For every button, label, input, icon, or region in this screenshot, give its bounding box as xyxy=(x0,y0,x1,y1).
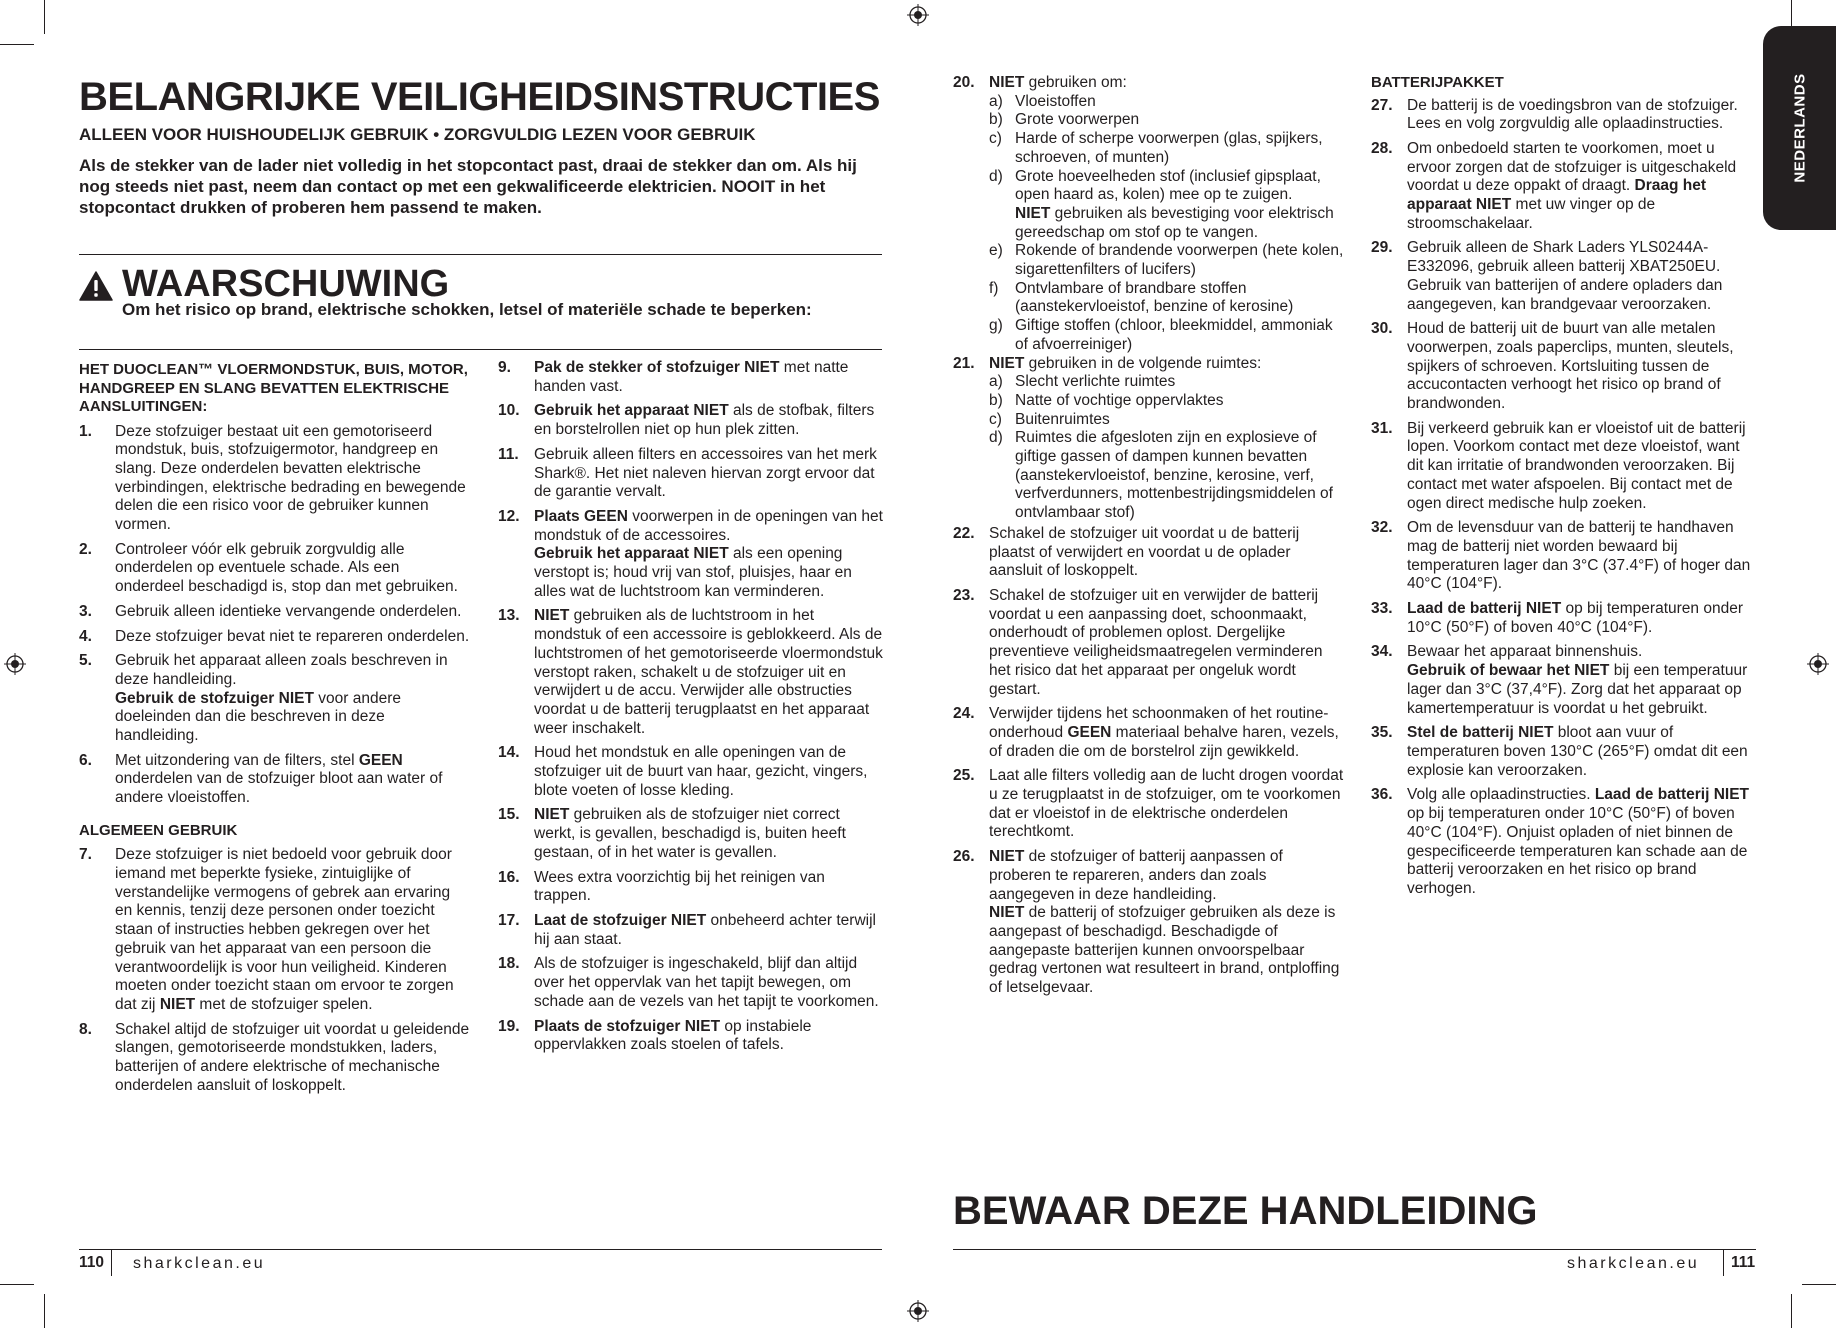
sub-item: c) Buitenruimtes xyxy=(989,410,1110,428)
sub-item: c) Harde of scherpe voorwerpen (glas, spijkers, schroeven, of munten) xyxy=(989,130,1323,166)
crop-mark xyxy=(1802,1284,1836,1285)
list-item: 29. Gebruik alleen de Shark Laders YLS0244A-E332096, gebruik alleen batterij XBAT250EU. Gebruik van batterijen of andere opladers dan aangegeven, kan brandgevaar veroorzaken. xyxy=(1371,239,1723,313)
sub-item: a) Slecht verlichte ruimtes xyxy=(989,373,1176,391)
list-item: 1. Deze stofzuiger bestaat uit een gemotoriseerd mondstuk, buis, stofzuigermotor, handgreep en slang. Deze onderdelen bevatten elektrische verbindingen, elektrische bedrading en bewegende delen die een risico voor de gebruiker kunnen vormen. xyxy=(79,422,466,534)
section-heading: ALGEMEEN GEBRUIK xyxy=(79,821,238,839)
list-item: 34. Bewaar het apparaat binnenshuis. Gebruik of bewaar het NIET bij een temperatuur lager dan 3°C (37,4°F). Zorg dat het apparaat op kamertemperatuur is voordat u het gebruikt. xyxy=(1371,643,1748,717)
list-item: 25. Laat alle filters volledig aan de lucht drogen voordat u ze terugplaatst in de stofzuiger, om te voorkomen dat er vloeistof in de elektrische onderdelen terechtkomt. xyxy=(953,767,1344,841)
list-item: 19. Plaats de stofzuiger NIET op instabiele oppervlakken zoals stoelen of tafels. xyxy=(498,1017,812,1054)
list-item: 36. Volg alle oplaadinstructies. Laad de batterij NIET op bij temperaturen onder 10°C (50°F) of boven 40°C (104°F). Onjuist opladen of niet binnen de gespecificeerde temperaturen kan schade aan de batterij veroorzaken en het risico op brand verhogen. xyxy=(1371,786,1750,897)
warning-triangle-icon xyxy=(79,271,113,301)
warning-title: WAARSCHUWING xyxy=(122,263,450,305)
footer-rule xyxy=(79,1249,882,1250)
list-item: 12. Plaats GEEN voorwerpen in de openingen van het mondstuk of de accessoires. Gebruik het apparaat NIET als een opening verstopt is; houd vrij van stof, pluisjes, haar en alles wat de luchtstroom kan verminderen. xyxy=(498,507,883,600)
registration-mark-icon xyxy=(907,1300,929,1322)
page-number-right: 111 xyxy=(1731,1254,1756,1271)
divider xyxy=(79,254,882,255)
registration-mark-icon xyxy=(4,653,26,675)
list-item: 28. Om onbedoeld starten te voorkomen, moet u ervoor zorgen dat de stofzuiger is uitgeschakeld voordat u deze oppakt of draagt. Draag het apparaat NIET met uw vinger op de stroomschakelaar. xyxy=(1371,139,1737,232)
list-item: 32. Om de levensduur van de batterij te handhaven mag de batterij niet worden bewaard bij temperaturen lager dan 3°C (37.4°F) of hoger dan 40°C (104°F). xyxy=(1371,519,1751,593)
sub-item: a) Vloeistoffen xyxy=(989,92,1096,110)
sub-item: e) Rokende of brandende voorwerpen (hete kolen, sigarettenfilters of lucifers) xyxy=(989,242,1344,279)
column-2 xyxy=(498,355,884,1055)
list-item: 27. De batterij is de voedingsbron van de stofzuiger. Lees en volg zorgvuldig alle oplaadinstructies. xyxy=(1371,96,1738,133)
warning-text: Om het risico op brand, elektrische schokken, letsel of materiële schade te beperken: xyxy=(122,300,812,319)
column-1 xyxy=(79,361,471,1096)
list-item: 17. Laat de stofzuiger NIET onbeheerd achter terwijl hij aan staat. xyxy=(498,911,876,948)
folio-separator xyxy=(1723,1250,1724,1276)
page-subtitle: ALLEEN VOOR HUISHOUDELIJK GEBRUIK • ZORGVULDIG LEZEN VOOR GEBRUIK xyxy=(79,125,756,144)
section-heading: HET DUOCLEAN™ VLOERMONDSTUK, BUIS, MOTOR, HANDGREEP EN SLANG BEVATTEN ELEKTRISCHE AANSLUITINGEN: xyxy=(79,361,468,415)
list-item: 23. Schakel de stofzuiger uit en verwijder de batterij voordat u een aanpassing doet, schoonmaakt, onderhoudt of problemen oplost. Dergelijke preventieve veiligheidsmaatregelen verminderen het risico dat het apparaat per ongeluk wordt gestart. xyxy=(953,586,1323,698)
list-item: 31. Bij verkeerd gebruik kan er vloeistof uit de batterij lopen. Voorkom contact met deze vloeistof, want dit kan irritatie of brandwonden veroorzaken. Bij contact met water afspoelen. Bij contact met de ogen direct medische hulp zoeken. xyxy=(1371,419,1746,512)
list-item: 35. Stel de batterij NIET bloot aan vuur of temperaturen boven 130°C (265°F) omdat dit een explosie kan veroorzaken. xyxy=(1371,724,1748,779)
crop-mark xyxy=(0,44,34,45)
list-item: 33. Laad de batterij NIET op bij temperaturen onder 10°C (50°F) of boven 40°C (104°F). xyxy=(1371,600,1743,636)
crop-mark xyxy=(44,1294,45,1328)
page-title: BELANGRIJKE VEILIGHEIDSINSTRUCTIES xyxy=(79,75,880,119)
footer-site-right: sharkclean.eu xyxy=(1567,1255,1700,1272)
list-item: 8. Schakel altijd de stofzuiger uit voordat u geleidende slangen, gemotoriseerde mondstukken, laders, batterijen of andere elektrische of mechanische onderdelen aansluit of loskoppelt. xyxy=(79,1020,470,1094)
list-item: 4. Deze stofzuiger bevat niet te repareren onderdelen. xyxy=(79,627,470,645)
list-item: 13. NIET gebruiken als de luchtstroom in het mondstuk of een accessoire is geblokkeerd. Als de luchtstromen of het gemotoriseerde vloermondstuk verstopt raken, schakelt u de stofzuiger uit en verwijdert u de accu. Verwijder alle obstructies voordat u de batterij terugplaatst en het apparaat weer inschakelt. xyxy=(498,607,883,737)
list-item: 20. NIET gebruiken om: a) Vloeistoffen b) Grote voorwerpen c) Harde of scherpe voorwerpen (glas, spijkers, schroeven, of munten) d) Grote hoeveelheden stof (inclusief gipsplaat, open haard as, kolen) mee op te zuigen. NIET gebruiken als bevestiging voor elektrisch gereedschap om stof op te vangen. e) Rokende of brandende voorwerpen (hete kolen, sigarettenfilters of lucifers) f) Ontvlambare of brandbare stoffen (aanstekervloeistof, benzine of kerosine) g) Giftige stoffen (chloor, bleekmiddel, ammoniak of afvoerreiniger) xyxy=(953,74,1344,353)
column-3 xyxy=(953,74,1345,998)
language-tab xyxy=(1763,26,1836,230)
sub-item: b) Natte of vochtige oppervlaktes xyxy=(989,391,1224,409)
list-item: 7. Deze stofzuiger is niet bedoeld voor gebruik door iemand met beperkte fysieke, zintuiglijke of verstandelijke vermogens of gebrek aan ervaring en kennis, tenzij deze personen onder toezicht staan of instructies hebben gekregen over het gebruik van het apparaat van een persoon die verantwoordelijk is voor hun veiligheid. Kinderen moeten onder toezicht staan om ervoor te zorgen dat zij NIET met de stofzuiger spelen. xyxy=(79,846,454,1013)
divider xyxy=(79,349,882,350)
section-heading: BATTERIJPAKKET xyxy=(1371,74,1504,91)
sub-item: b) Grote voorwerpen xyxy=(989,111,1140,129)
list-item: 22. Schakel de stofzuiger uit voordat u de batterij plaatst of verwijdert en voordat u de oplader aansluit of loskoppelt. xyxy=(953,524,1300,580)
list-item: 24. Verwijder tijdens het schoonmaken of het routine-onderhoud GEEN materiaal behalve haren, vezels, of draden die om de borstelrol zijn gewikkeld. xyxy=(953,705,1339,760)
list-item: 16. Wees extra voorzichtig bij het reinigen van trappen. xyxy=(498,868,825,905)
folio-separator xyxy=(111,1250,112,1276)
footer-site-left: sharkclean.eu xyxy=(133,1255,266,1272)
sub-item: d) Ruimtes die afgesloten zijn en explosieve of giftige gassen of dampen kunnen bevatten (aanstekervloeistof, benzine, kerosine, verf, verfverdunners, mottenbestrijdingsmiddelen of ontvlambaar stof) xyxy=(989,429,1333,522)
list-item: 11. Gebruik alleen filters en accessoires van het merk Shark®. Het niet naleven hiervan zorgt ervoor dat de garantie vervalt. xyxy=(498,445,877,501)
column-4 xyxy=(1371,74,1759,899)
crop-mark xyxy=(0,1284,34,1285)
list-item: 18. Als de stofzuiger is ingeschakeld, blijf dan altijd over het oppervlak van het tapijt bewegen, om schade aan de vezels van het tapijt te voorkomen. xyxy=(498,955,879,1010)
list-item: 6. Met uitzondering van de filters, stel GEEN onderdelen van de stofzuiger bloot aan water of andere vloeistoffen. xyxy=(79,751,443,807)
intro-text: Als de stekker van de lader niet volledig in het stopcontact past, draai de stekker dan om. Als hij nog steeds niet past, neem dan contact op met een gekwalificeerde elektricien. NOOIT in het stopcontact drukken of proberen hem passend te maken. xyxy=(79,156,857,217)
list-item: 9. Pak de stekker of stofzuiger NIET met natte handen vast. xyxy=(498,359,849,395)
crop-mark xyxy=(1791,1294,1792,1328)
sub-item: g) Giftige stoffen (chloor, bleekmiddel, ammoniak of afvoerreiniger) xyxy=(989,317,1333,353)
list-item: 2. Controleer vóór elk gebruik zorgvuldig alle onderdelen op eventuele schade. Als een onderdeel beschadigd is, stop dan met gebruiken. xyxy=(79,540,458,596)
page-number-left: 110 xyxy=(79,1254,105,1271)
registration-mark-icon xyxy=(1807,653,1829,675)
list-item: 3. Gebruik alleen identieke vervangende onderdelen. xyxy=(79,602,462,620)
list-item: 21. NIET gebruiken in de volgende ruimtes: a) Slecht verlichte ruimtes b) Natte of vochtige oppervlaktes c) Buitenruimtes d) Ruimtes die afgesloten zijn en explosieve of giftige gassen of dampen kunnen bevatten (aanstekervloeistof, benzine, kerosine, verf, verfverdunners, mottenbestrijdingsmiddelen of ontvlambaar stof) xyxy=(953,355,1345,523)
list-item: 10. Gebruik het apparaat NIET als de stofbak, filters en borstelrollen niet op hun plek zitten. xyxy=(498,402,875,439)
list-item: 15. NIET gebruiken als de stofzuiger niet correct werkt, is gevallen, beschadigd is, buiten heeft gestaan, of in het water is gevallen. xyxy=(498,806,846,861)
registration-mark-icon xyxy=(907,4,929,26)
list-item: 5. Gebruik het apparaat alleen zoals beschreven in deze handleiding. Gebruik de stofzuiger NIET voor andere doeleinden dan die beschreven in deze handleiding. xyxy=(79,652,448,745)
language-tab-label: NEDERLANDS xyxy=(1791,73,1808,183)
list-item: 14. Houd het mondstuk en alle openingen van de stofzuiger uit de buurt van haar, gezicht, vingers, blote voeten of losse kleding. xyxy=(498,744,868,799)
list-item: 26. NIET de stofzuiger of batterij aanpassen of proberen te repareren, anders dan zoals aangegeven in deze handleiding. NIET de batterij of stofzuiger gebruiken als deze is aangepast of beschadigd. Beschadigde of aangepaste batterijen kunnen onvoorspelbaar gedrag vertonen wat resulteert in brand, ontploffing of letselgevaar. xyxy=(953,848,1340,997)
sub-item: f) Ontvlambare of brandbare stoffen (aanstekervloeistof, benzine of kerosine) xyxy=(989,279,1294,316)
sub-item: d) Grote hoeveelheden stof (inclusief gipsplaat, open haard as, kolen) mee op te zuigen. NIET gebruiken als bevestiging voor elektrisch gereedschap om stof op te vangen. xyxy=(989,167,1334,241)
footer-rule xyxy=(953,1249,1756,1250)
save-manual-heading: BEWAAR DEZE HANDLEIDING xyxy=(953,1189,1538,1233)
crop-mark xyxy=(44,0,45,34)
list-item: 30. Houd de batterij uit de buurt van alle metalen voorwerpen, zoals paperclips, munten, sleutels, spijkers of schroeven. Kortsluiting tussen de accucontacten verhoogt het risico op brand of brandwonden. xyxy=(1371,320,1734,413)
